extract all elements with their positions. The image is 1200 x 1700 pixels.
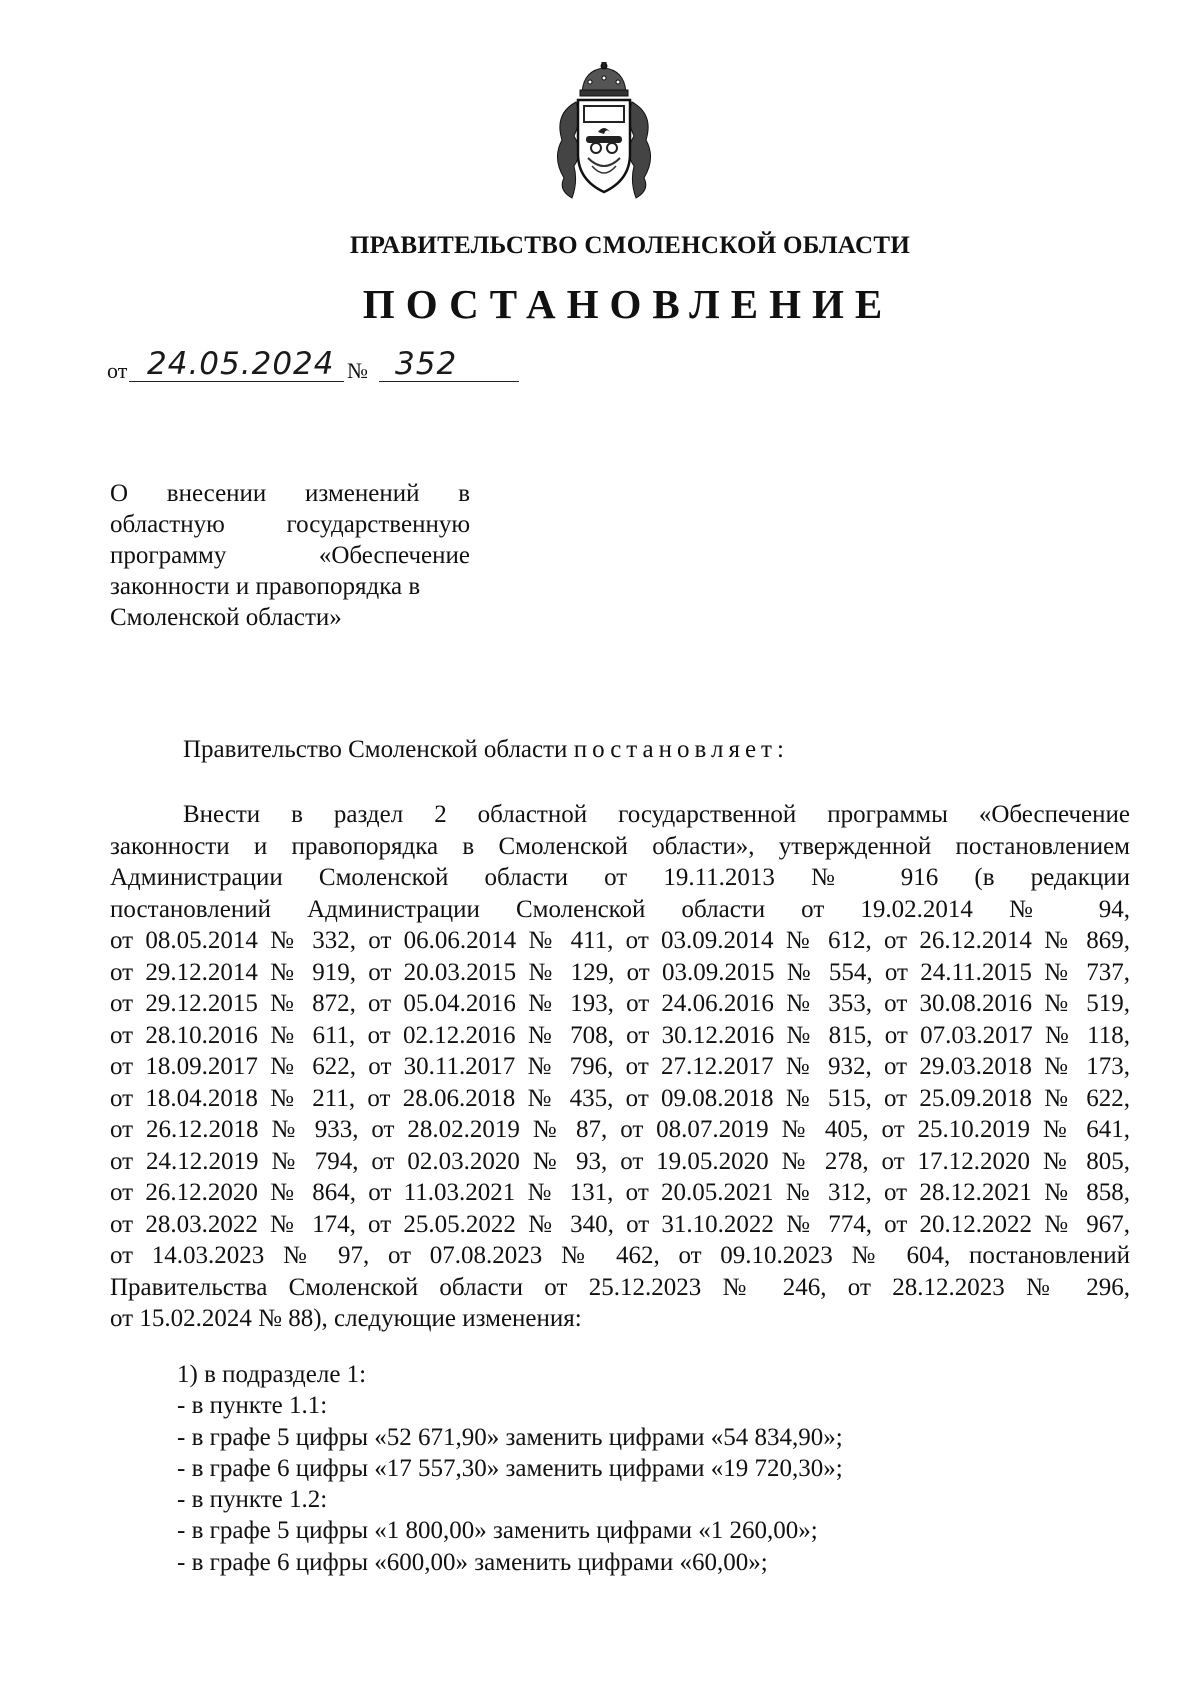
mantling-left [557, 102, 579, 198]
mantling-right [629, 102, 651, 198]
amendment-item: - в пункте 1.2: [177, 1486, 328, 1514]
crown-icon [580, 62, 628, 96]
shield [578, 100, 630, 192]
amendment-item: - в графе 5 цифры «52 671,90» заменить цифрами «54 834,90»; [177, 1423, 843, 1451]
amendment-item: - в графе 5 цифры «1 800,00» заменить цифрами «1 260,00»; [177, 1517, 818, 1545]
government-title: ПРАВИТЕЛЬСТВО СМОЛЕНСКОЙ ОБЛАСТИ [349, 232, 911, 259]
preamble [183, 736, 789, 764]
document-subject [110, 478, 470, 633]
preamble-text: Правительство Смоленской области [183, 736, 568, 763]
handwritten-number: 352 [395, 346, 458, 382]
paragraph-line: от 08.05.2014 № 332, от 06.06.2014 № 411, от 03.09.2014 № 612, от 26.12.2014 № 869, [110, 927, 1130, 954]
paragraph-line: от 28.03.2022 № 174, от 25.05.2022 № 340, от 31.10.2022 № 774, от 20.12.2022 № 967, [110, 1210, 1130, 1238]
amendment-item: - в графе 6 цифры «17 557,30» заменить цифрами «19 720,30»; [177, 1454, 843, 1482]
paragraph-line: от 28.10.2016 № 611, от 02.12.2016 № 708, от 30.12.2016 № 815, от 07.03.2017 № 118, [110, 1021, 1130, 1049]
document-type-heading: ПОСТАНОВЛЕНИЕ [362, 281, 894, 327]
amendment-item: - в графе 6 цифры «600,00» заменить цифрами «60,00»; [177, 1548, 768, 1576]
paragraph-line: Внести в раздел 2 областной государственной программы «Обеспечение [183, 801, 1130, 828]
paragraph-line: от 15.02.2024 № 88), следующие изменения: [110, 1305, 582, 1332]
subject-line: законности и правопорядка в [110, 573, 421, 600]
handwritten-date: 24.05.2024 [147, 346, 335, 382]
amendment-item: 1) в подразделе 1: [177, 1361, 367, 1388]
amendment-item: - в пункте 1.1: [177, 1392, 328, 1420]
paragraph-line: от 26.12.2020 № 864, от 11.03.2021 № 131, от 20.05.2021 № 312, от 28.12.2021 № 858, [110, 1179, 1130, 1206]
paragraph-line: Правительства Смоленской области от 25.12.2023 № 246, от 28.12.2023 № 296, [110, 1273, 1130, 1301]
main-paragraph [110, 799, 1130, 1335]
paragraph-line: Администрации Смоленской области от 19.11.2013 № 916 (в редакции [110, 864, 1130, 891]
coat-of-arms-emblem [548, 62, 660, 202]
amendment-list [177, 1359, 843, 1578]
paragraph-line: от 29.12.2014 № 919, от 20.03.2015 № 129, от 03.09.2015 № 554, от 24.11.2015 № 737, [110, 958, 1130, 986]
cannon-icon [586, 136, 622, 143]
number-sign: № [347, 358, 368, 383]
preamble-action: постановляет: [573, 736, 789, 763]
subject-line: программу «Обеспечение [110, 542, 470, 569]
paragraph-line: от 24.12.2019 № 794, от 02.03.2020 № 93, от 19.05.2020 № 278, от 17.12.2020 № 805, [110, 1147, 1130, 1175]
paragraph-line: законности и правопорядка в Смоленской области», утвержденной постановлением [110, 832, 1130, 860]
subject-line: О внесении изменений в [110, 480, 470, 507]
paragraph-line: постановлений Администрации Смоленской области от 19.02.2014 № 94, [110, 895, 1130, 923]
subject-line: областную государственную [110, 511, 470, 538]
paragraph-line: от 14.03.2023 № 97, от 07.08.2023 № 462, от 09.10.2023 № 604, постановлений [110, 1242, 1130, 1269]
subject-line: Смоленской области» [110, 604, 342, 631]
paragraph-line: от 29.12.2015 № 872, от 05.04.2016 № 193, от 24.06.2016 № 353, от 30.08.2016 № 519, [110, 990, 1130, 1017]
paragraph-line: от 18.04.2018 № 211, от 28.06.2018 № 435, от 09.08.2018 № 515, от 25.09.2018 № 622, [110, 1084, 1130, 1112]
paragraph-line: от 18.09.2017 № 622, от 30.11.2017 № 796, от 27.12.2017 № 932, от 29.03.2018 № 173, [110, 1053, 1130, 1080]
paragraph-line: от 26.12.2018 № 933, от 28.02.2019 № 87, от 08.07.2019 № 405, от 25.10.2019 № 641, [110, 1116, 1130, 1143]
date-prefix: от [107, 358, 128, 383]
